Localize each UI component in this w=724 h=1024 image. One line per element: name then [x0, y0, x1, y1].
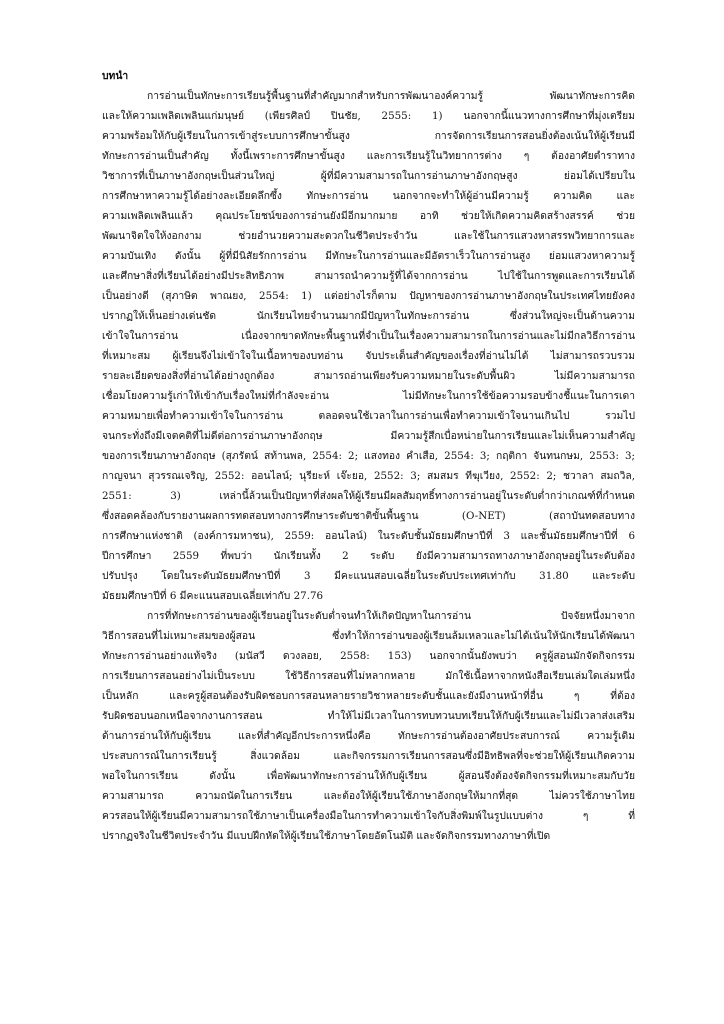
text-line: จนกระทั่งถึงมีเจตคติที่ไม่ดีต่อการอ่านภาษาอังกฤษ มีความรู้สึกเบื่อหน่ายในการเรียนและไม่เห็นความสำคัญ [102, 430, 635, 442]
text-line: เข้าใจในการอ่าน เนื่องจากขาดทักษะพื้นฐานที่จำเป็นในเรื่องความสามารถในการอ่านและไม่มีกลวิธีการอ่าน [102, 330, 635, 342]
text-line: ควรสอนให้ผู้เรียนมีความสามารถใช้ภาษาเป็นเครื่องมือในการทำความเข้าใจกับสิ่งพิมพ์ในรูปแบบต่าง ๆ ที่ [102, 810, 635, 822]
text-line: มัธยมศึกษาปีที่ 6 มีคะแนนสอบเฉลี่ยเท่ากับ 27.76 [102, 590, 324, 602]
text-line: วิชาการที่เป็นภาษาอังกฤษเป็นส่วนใหญ่ ผู้ที่มีความสามารถในการอ่านภาษาอังกฤษสูง ย่อมได้เปรียบใน [102, 170, 635, 182]
text-line: และให้ความเพลิดเพลินแก่มนุษย์ (เพียรศิลป์ ปินชัย, 2555: 1) นอกจากนี้แนวทางการศึกษาที่มุ่งเตรียม [102, 110, 635, 122]
text-line: การศึกษาแห่งชาติ (องค์การมหาชน), 2559: ออนไลน์) ในระดับชั้นมัธยมศึกษาปีที่ 3 และชั้นมัธยมศึกษาปีที่ 6 [102, 530, 635, 542]
text-line: ความเพลิดเพลินแล้ว คุณประโยชน์ของการอ่านยังมีอีกมากมาย อาทิ ช่วยให้เกิดความคิดสร้างสรรค์ ช่วย [102, 210, 635, 222]
text-line: 2551: 3) เหล่านี้ล้วนเป็นปัญหาที่ส่งผลให้ผู้เรียนมีผลสัมฤทธิ์ทางการอ่านอยู่ในระดับต่ำกว่าเกณฑ์ที่กำหนด [102, 490, 635, 502]
text-line: ทักษะการอ่านเป็นสำคัญ ทั้งนี้เพราะการศึกษาขั้นสูง และการเรียนรู้ในวิทยาการต่าง ๆ ต้องอาศัยตำราทาง [102, 150, 635, 162]
text-line: พอใจในการเรียน ดังนั้น เพื่อพัฒนาทักษะการอ่านให้กับผู้เรียน ผู้สอนจึงต้องจัดกิจกรรมที่เหมาะสมกับวัย [102, 770, 635, 782]
text-line: เชื่อมโยงความรู้เก่าให้เข้ากับเรื่องใหม่ที่กำลังจะอ่าน ไม่มีทักษะในการใช้ข้อความรอบข้างชี้แนะในการเดา [102, 390, 635, 402]
text-line: ความหมายเพื่อทำความเข้าใจในการอ่าน ตลอดจนใช้เวลาในการอ่านเพื่อทำความเข้าใจนานเกินไป รวมไป [102, 410, 635, 422]
text-line: ความบันเทิง ดังนั้น ผู้ที่มีนิสัยรักการอ่าน มีทักษะในการอ่านและมีอัตราเร็วในการอ่านสูง ย่อมแสวงหาความรู้ [102, 250, 635, 262]
text-line: เป็นอย่างดี (สุภาษิต พาณยง, 2554: 1) แต่อย่างไรก็ตาม ปัญหาของการอ่านภาษาอังกฤษในประเทศไทยยังคง [102, 290, 635, 302]
section-heading: บทนำ [102, 70, 129, 82]
text-line: ประสบการณ์ในการเรียนรู้ สิ่งแวดล้อม และกิจกรรมการเรียนการสอนซึ่งมีอิทธิพลที่จะช่วยให้ผู้เรียนเกิดความ [102, 750, 635, 762]
text-line: กาญจนา สุวรรณเจริญ, 2552: ออนไลน์; นุรียะห์ เจ๊ะยอ, 2552: 3; สมสมร ทีฆุเวียง, 2552: 2; ชวาลา สมถวิล, [102, 470, 635, 482]
paragraph-1 [102, 86, 635, 606]
text-line: การศึกษาหาความรู้ได้อย่างละเอียดลึกซึ้ง ทักษะการอ่าน นอกจากจะทำให้ผู้อ่านมีความรู้ ความคิด และ [102, 190, 635, 202]
text-line: และศึกษาสิ่งที่เรียนได้อย่างมีประสิทธิภาพ สามารถนำความรู้ที่ได้จากการอ่าน ไปใช้ในการพูดและการเรียนได้ [102, 270, 635, 282]
text-line: ด้านการอ่านให้กับผู้เรียน และที่สำคัญอีกประการหนึ่งคือ ทักษะการอ่านต้องอาศัยประสบการณ์ ความรู้เดิม [102, 730, 635, 742]
text-line: ที่เหมาะสม ผู้เรียนจึงไม่เข้าใจในเนื้อหาของบทอ่าน จับประเด็นสำคัญของเรื่องที่อ่านไม่ได้ ไม่สามารถรวบรวม [102, 350, 635, 362]
text-line: การเรียนการสอนอย่างไม่เป็นระบบ ใช้วิธีการสอนที่ไม่หลากหลาย มักใช้เนื้อหาจากหนังสือเรียนเล่มใดเล่มหนึ่ง [102, 670, 635, 682]
document-page [102, 66, 635, 846]
text-line: รายละเอียดของสิ่งที่อ่านได้อย่างถูกต้อง สามารถอ่านเพียงรับความหมายในระดับพื้นผิว ไม่มีความสามารถ [102, 370, 635, 382]
text-line: วิธีการสอนที่ไม่เหมาะสมของผู้สอน ซึ่งทำให้การอ่านของผู้เรียนล้มเหลวและไม่ได้เน้นให้นักเรียนได้พัฒนา [102, 630, 635, 642]
text-line: พัฒนาจิตใจให้งอกงาม ช่วยอำนวยความสะดวกในชีวิตประจำวัน และใช้ในการแสวงหาสรรพวิทยาการและ [102, 230, 635, 242]
text-line: ซึ่งสอดคล้องกับรายงานผลการทดสอบทางการศึกษาระดับชาติขั้นพื้นฐาน (O-NET) (สถาบันทดสอบทาง [102, 510, 635, 522]
text-line: ทักษะการอ่านอย่างแท้จริง (มนัสวี ดวงลอย, 2558: 153) นอกจากนั้นยังพบว่า ครูผู้สอนมักจัดกิจกรรม [102, 650, 635, 662]
text-line: ปีการศึกษา 2559 ที่พบว่า นักเรียนทั้ง 2 ระดับ ยังมีความสามารถทางภาษาอังกฤษอยู่ในระดับต้อง [102, 550, 635, 562]
text-line: ความสามารถ ความถนัดในการเรียน และต้องให้ผู้เรียนใช้ภาษาอังกฤษให้มากที่สุด ไม่ควรใช้ภาษาไทย [102, 790, 635, 802]
text-line: รับผิดชอบนอกเหนือจากงานการสอน ทำให้ไม่มีเวลาในการทบทวนบทเรียนให้กับผู้เรียนและไม่มีเวลาส่งเสริม [102, 710, 635, 722]
text-line: ปรากฏให้เห็นอย่างเด่นชัด นักเรียนไทยจำนวนมากมีปัญหาในทักษะการอ่าน ซึ่งส่วนใหญ่จะเป็นด้านความ [102, 310, 635, 322]
text-line: การอ่านเป็นทักษะการเรียนรู้พื้นฐานที่สำคัญมากสำหรับการพัฒนาองค์ความรู้ พัฒนาทักษะการคิด [147, 90, 635, 102]
text-line: ความพร้อมให้กับผู้เรียนในการเข้าสู่ระบบการศึกษาขั้นสูง การจัดการเรียนการสอนยิ่งต้องเน้นให้ผู้เรียนมี [102, 130, 635, 142]
text-line: ปรับปรุง โดยในระดับมัธยมศึกษาปีที่ 3 มีคะแนนสอบเฉลี่ยในระดับประเทศเท่ากับ 31.80 และระดับ [102, 570, 635, 582]
text-line: การที่ทักษะการอ่านของผู้เรียนอยู่ในระดับต่ำจนทำให้เกิดปัญหาในการอ่าน ปัจจัยหนึ่งมาจาก [147, 610, 635, 622]
text-line: ของการเรียนภาษาอังกฤษ (สุภรัตน์ สท้านพล, 2554: 2; แสงทอง คำเสือ, 2554: 3; กฤติกา จันทนกษม, 2553: 3; [102, 450, 635, 462]
text-line: เป็นหลัก และครูผู้สอนต้องรับผิดชอบการสอนหลายรายวิชาหลายระดับชั้นและยังมีงานหน้าที่อื่น ๆ ที่ต้อง [102, 690, 635, 702]
paragraph-2 [102, 606, 635, 846]
text-line: ปรากฏจริงในชีวิตประจำวัน มีแบบฝึกหัดให้ผู้เรียนใช้ภาษาโดยอัตโนมัติ และจัดกิจกรรมทางภาษาที่เปิด [102, 830, 551, 842]
